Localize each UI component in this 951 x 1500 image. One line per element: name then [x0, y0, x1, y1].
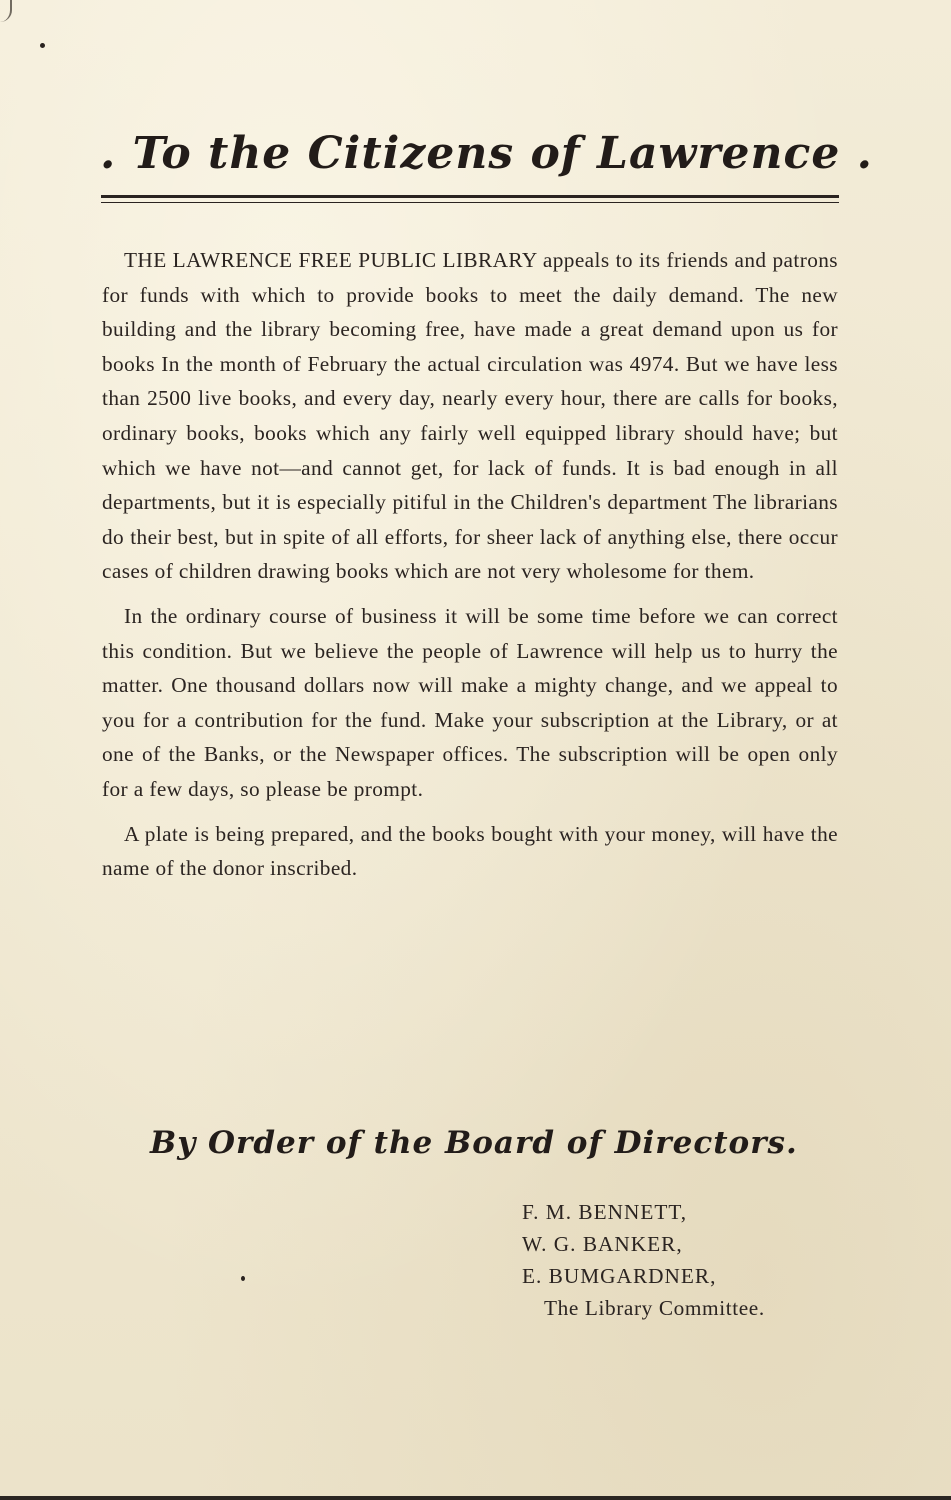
ink-speck: [40, 43, 45, 48]
ink-speck: [241, 1276, 245, 1281]
paragraph: A plate is being prepared, and the books bought with your money, will have the name of the donor inscribed.: [102, 821, 838, 881]
document-title: . To the Citizens of Lawrence .: [100, 128, 873, 179]
page-corner-mark: [0, 0, 12, 22]
page-bottom-edge: [0, 1496, 951, 1500]
signer-name: E. BUMGARDNER,: [522, 1264, 717, 1288]
title-rule-thick: [101, 195, 839, 198]
committee-label: The Library Committee.: [544, 1296, 765, 1320]
appeal-body: [102, 243, 838, 896]
signer-name: W. G. BANKER,: [522, 1232, 683, 1256]
signature-block: [522, 1196, 765, 1324]
paragraph: THE LAWRENCE FREE PUBLIC LIBRARY appeals to its friends and patrons for funds with which to provide books to meet the daily demand. The new building and the library becoming free, have made a great demand upon us for books In the month of February the actual circulation was 4974. But we have less than 2500 live books, and every day, nearly every hour, there are calls for books, ordinary books, books which any fairly well equipped library should have; but which we have not—and cannot get, for lack of funds. It is bad enough in all departments, but it is especially pitiful in the Children's department The librarians do their best, but in spite of all efforts, for sheer lack of anything else, there occur cases of children drawing books which are not very wholesome for them.: [102, 248, 838, 584]
title-rule-thin: [101, 202, 839, 203]
signer-name: F. M. BENNETT,: [522, 1200, 688, 1224]
board-signoff: By Order of the Board of Directors.: [150, 1125, 798, 1161]
paragraph: In the ordinary course of business it will be some time before we can correct this condition. But we believe the people of Lawrence will help us to hurry the matter. One thousand dollars now will make a mighty change, and we appeal to you for a contribution for the fund. Make your subscription at the Library, or at one of the Banks, or the Newspaper offices. The subscription will be open only for a few days, so please be prompt.: [102, 603, 838, 801]
